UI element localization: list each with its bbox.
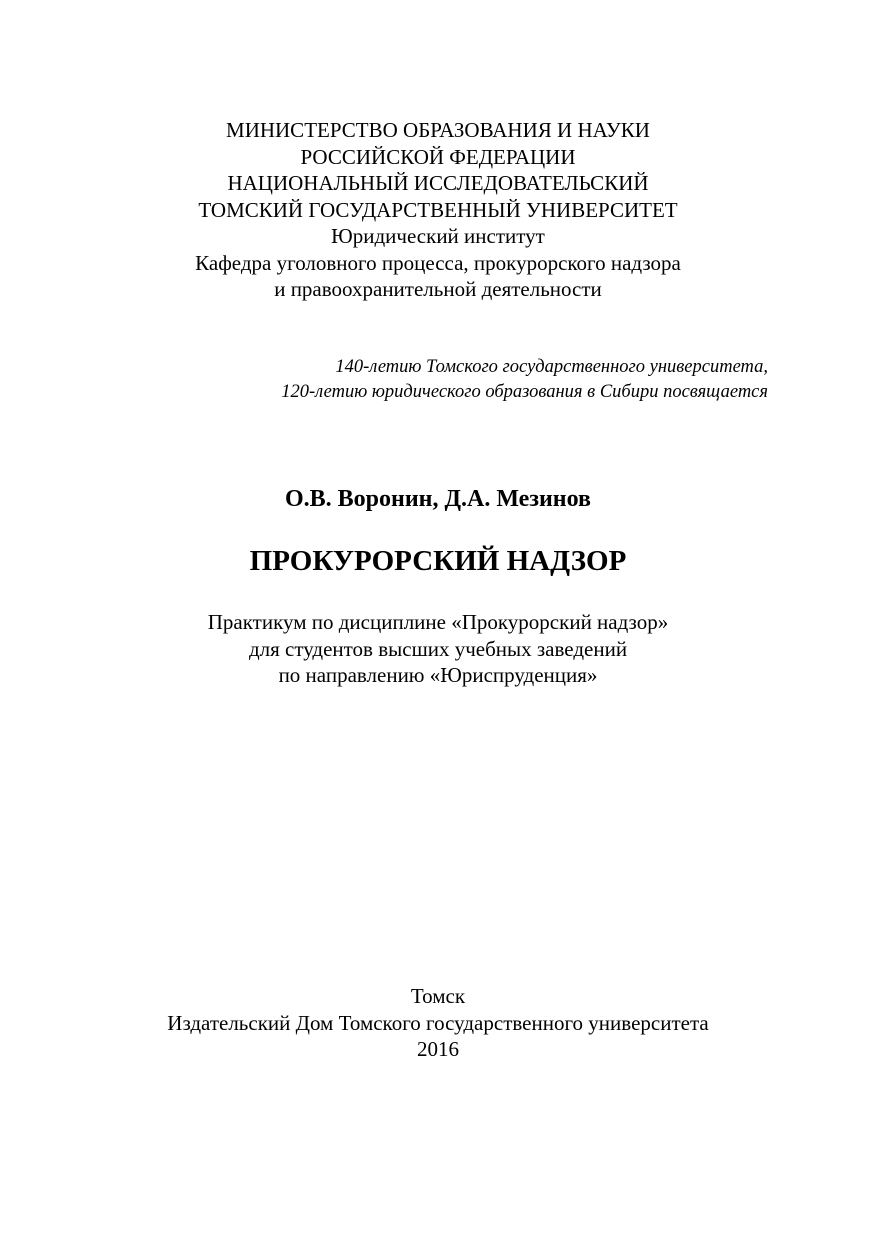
institution-header — [0, 117, 876, 303]
header-line: РОССИЙСКОЙ ФЕДЕРАЦИИ — [300, 144, 576, 169]
dedication — [0, 355, 768, 405]
imprint — [0, 983, 876, 1063]
dedication-line: 140-летию Томского государственного университета, — [335, 357, 768, 377]
authors: О.В. Воронин, Д.А. Мезинов — [284, 486, 591, 512]
header-line: НАЦИОНАЛЬНЫЙ ИССЛЕДОВАТЕЛЬСКИЙ — [227, 171, 649, 195]
header-line: ТОМСКИЙ ГОСУДАРСТВЕННЫЙ УНИВЕРСИТЕТ — [198, 197, 678, 222]
subtitle-line: для студентов высших учебных заведений — [248, 636, 628, 661]
subtitle-line: Практикум по дисциплине «Прокурорский надзор» — [207, 610, 669, 634]
imprint-publisher: Издательский Дом Томского государственного университета — [167, 1010, 709, 1035]
header-line: Кафедра уголовного процесса, прокурорского надзора — [195, 250, 681, 275]
dedication-line: 120-летию юридического образования в Сибири посвящается — [281, 382, 768, 402]
header-line: и правоохранительной деятельности — [274, 277, 602, 301]
header-line: МИНИСТЕРСТВО ОБРАЗОВАНИЯ И НАУКИ — [226, 118, 650, 142]
imprint-city: Томск — [410, 984, 466, 1008]
subtitle-line: по направлению «Юриспруденция» — [278, 663, 598, 687]
subtitle — [0, 609, 876, 689]
book-title: ПРОКУРОРСКИЙ НАДЗОР — [249, 545, 627, 577]
imprint-year: 2016 — [417, 1037, 459, 1061]
header-line: Юридический институт — [331, 224, 545, 248]
